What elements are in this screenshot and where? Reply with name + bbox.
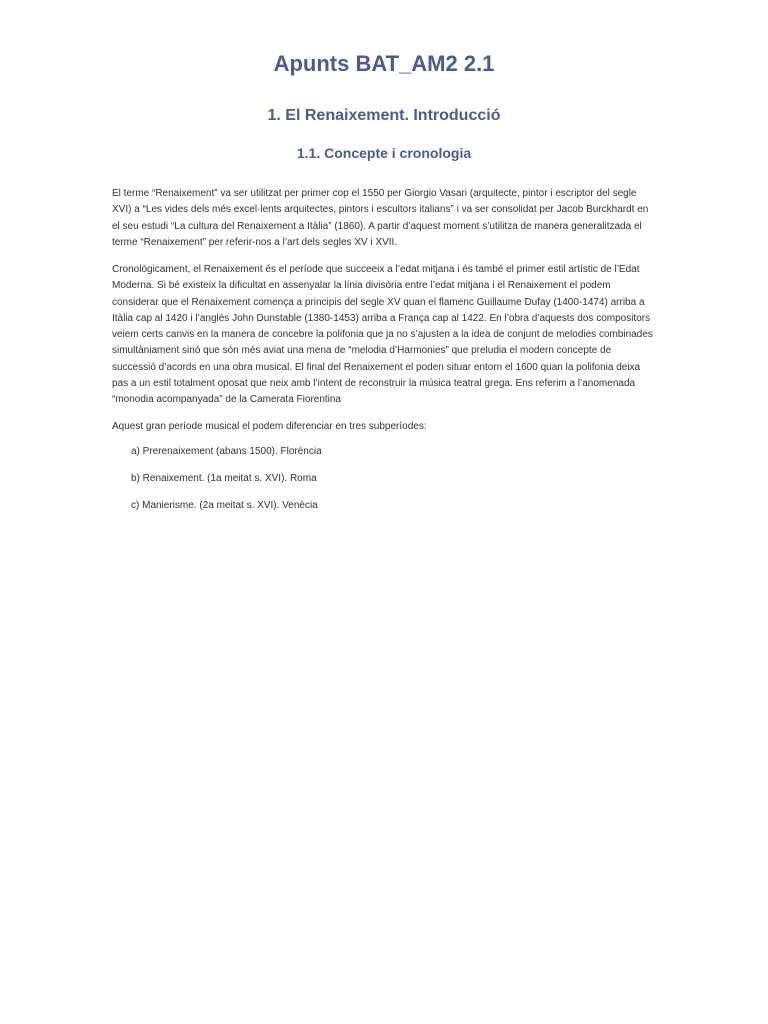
paragraph-chronology: Cronològicament, el Renaixement és el període que succeeix a l’edat mitjana i és també el primer estil artístic de l’Edat Moderna. Si bé existeix la dificultat en assenyalar la línia divisòria entre l’edat mitjana i el Renaixement el podem considerar que el Renaixement comença a principis del segle XV quan el flamenc Guillaume Dufay (1400-1474) arriba a Itàlia cap al 1420 i l’anglès John Dunstable (1380-1453) arriba a França cap al 1422. En l’obra d’aquests dos compositors veiem certs canvis en la manera de concebre la polifonia que ja no s’ajusten a la idea de conjunt de melodies combinades simultàniament sinó que són més aviat una mena de “melodia d’Harmonies” que preludia el modern concepte de successió d’acords en una obra musical. El final del Renaixement el poden situar entorn el 1600 quan la polifonia deixa pas a un estil totalment oposat que neix amb l’intent de reconstruir la música teatral grega. Ens referim a l’anomenada “monodia acompanyada” de la Camerata Fiorentina — [112, 264, 653, 406]
subsection-title: 1.1. Concepte i cronologia — [296, 145, 472, 161]
paragraph-subperiods-intro: Aquest gran període musical el podem diferenciar en tres subperíodes: — [112, 421, 427, 432]
section-title: 1. El Renaixement. Introducció — [267, 107, 501, 124]
paragraph-terminology: El terme “Renaixement” va ser utilitzat per primer cop el 1550 per Giorgio Vasari (arquitecte, pintor i escriptor del segle XVI) a “Les vides dels més excel·lents arquitectes, pintors i escultors italians” i va ser consolidat per Jacob Burckhardt en el seu estudi “La cultura del Renaixement a Itàlia” (1860). A partir d’aquest moment s’utilitza de manera generalitzada el terme “Renaixement” per referir-nos a l’art dels segles XV i XVII. — [112, 188, 649, 248]
list-item: a) Prerenaixement (abans 1500). Florència — [131, 446, 322, 457]
list-item: c) Manierisme. (2a meitat s. XVI). Venècia — [131, 500, 318, 511]
subperiods-list — [131, 444, 651, 525]
list-item: b) Renaixement. (1a meitat s. XVI). Roma — [131, 473, 317, 484]
document-title: Apunts BAT_AM2 2.1 — [273, 51, 495, 76]
